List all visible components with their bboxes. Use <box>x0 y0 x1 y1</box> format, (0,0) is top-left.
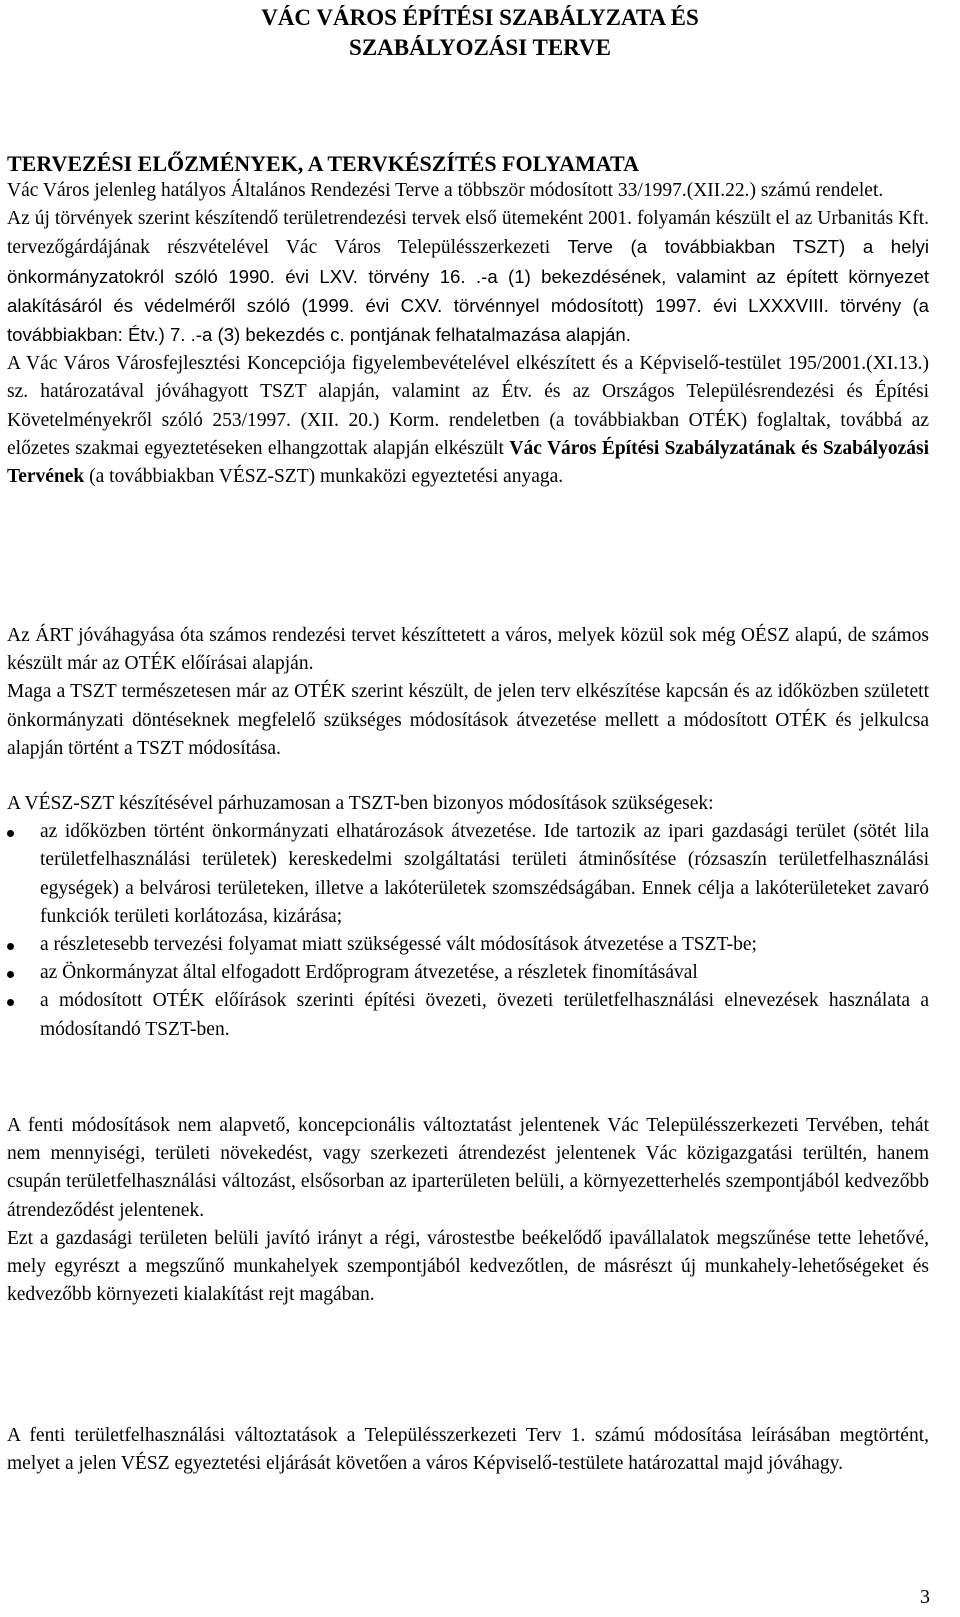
intro-paragraph-3 <box>7 350 929 491</box>
list-item <box>7 818 929 931</box>
plan-title-emphasis: Vác Város Építési Szabályzatának és Szabályozási Tervének <box>7 437 930 488</box>
intro-paragraph-3-part-1: A Vác Város Városfejlesztési Koncepciója figyelembevételével elkészített és a Képviselő-testület 195/2001.(XI.13.) sz. határozatával jóváhagyott TSZT alapján, valamint az Étv. és az Országos Településrendezési és Építési Követelményekről szóló 253/1997. (XII. 20.) Korm. rendeletben (a továbbiakban OTÉK) foglaltak, továbbá az előzetes szakmai egyeztetéseken elhangzottak alapján elkészült <box>7 353 929 459</box>
history-paragraph-2: Maga a TSZT természetesen már az OTÉK szerint készült, de jelen terv elkészítése kapcsán és az időközben született önkormányzati döntéseknek megfelelő szükséges módosítások átvezetése mellett a módosított OTÉK és jelkulcsa alapján történt a TSZT módosítása. <box>7 681 929 759</box>
list-item-text: az Önkormányzat által elfogadott Erdőprogram átvezetése, a részletek finomításával <box>40 962 698 984</box>
bullet-icon <box>7 943 14 950</box>
rationale-paragraph-2: Ezt a gazdasági területen belüli javító irányt a régi, várostestbe beékelődő ipavállalatok megszűnése tette lehetővé, mely egyrészt a megszűnő munkahelyek szempontjából kedvezőtlen, de másrészt új munkahely-lehetőségeket és kedvezőbb környezeti kialakítást rejt magában. <box>7 1227 929 1306</box>
rationale-block <box>7 1112 929 1309</box>
intro-paragraph-3-part-2: (a továbbiakban VÉSZ-SZT) munkaközi egyeztetési anyaga. <box>89 466 564 488</box>
running-header-line-2: SZABÁLYOZÁSI TERVE <box>349 35 611 60</box>
modifications-block <box>7 790 929 1044</box>
modifications-intro: A VÉSZ-SZT készítésével párhuzamosan a TSZT-ben bizonyos módosítások szükségesek: <box>7 793 714 814</box>
rationale-paragraph-1: A fenti módosítások nem alapvető, koncepcionális változtatást jelentenek Vác Településszerkezeti Tervében, tehát nem mennyiségi, területi növekedést, vagy szerkezeti átrendezést jelentenek Vác közigazgatási terültén, hanem csupán területfelhasználási változást, elsősorban az iparterületen belüli, a környezetterhelés szempontjából kedvezőbb átrendeződést jelentenek. <box>7 1115 929 1221</box>
running-header <box>0 3 960 63</box>
intro-paragraph-1: Vác Város jelenleg hatályos Általános Rendezési Terve a többször módosított 33/1997.(XII.22.) számú rendelet. <box>7 180 884 201</box>
closing-block <box>7 1422 929 1478</box>
bullet-icon <box>7 971 14 978</box>
list-item <box>7 931 929 959</box>
intro-paragraph-2 <box>7 205 929 350</box>
intro-paragraph-2-part-2: Terve (a továbbiakban TSZT) a helyi önkormányzatokról szóló 1990. évi LXV. törvény 16. .-a (1) bekezdésének, valamint az épített környezet alakításáról és védelméről szóló (1999. évi CXV. törvénnyel módosított) 1997. évi LXXXVIII. törvény (a továbbiakban: Étv.) 7. .-a (3) bekezdés c. pontjának felhatalmazása alapján. <box>7 236 930 346</box>
list-item <box>7 959 929 987</box>
list-item-text: a részletesebb tervezési folyamat miatt szükségessé vált módosítások átvezetése a TSZT-be; <box>40 934 757 956</box>
list-item <box>7 987 929 1043</box>
history-block <box>7 622 929 763</box>
list-item-text: a módosított OTÉK előírások szerinti építési övezeti, övezeti területfelhasználási elnevezések használata a módosítandó TSZT-ben. <box>40 990 929 1040</box>
list-item-text: az időközben történt önkormányzati elhatározások átvezetése. Ide tartozik az ipari gazdasági terület (sötét lila területfelhasználási területek) kereskedelmi szolgáltatási területi átminősítése (rózsaszín területfelhasználási egységek) a belvárosi területeken, illetve a lakóterületek szomszédságában. Ennek célja a lakóterületeket zavaró funkciók területi korlátozása, kizárása; <box>40 821 929 927</box>
bullet-icon <box>7 999 14 1006</box>
bullet-icon <box>7 830 14 837</box>
history-paragraph-1: Az ÁRT jóváhagyása óta számos rendezési tervet készíttetett a város, melyek közül sok még OÉSZ alapú, de számos készült már az OTÉK előírásai alapján. <box>7 625 929 675</box>
page-number: 3 <box>920 1586 930 1608</box>
closing-paragraph: A fenti területfelhasználási változtatások a Településszerkezeti Terv 1. számú módosítása leírásában megtörtént, melyet a jelen VÉSZ egyeztetési eljárását követően a város Képviselő-testülete határozattal majd jóváhagy. <box>7 1425 929 1475</box>
intro-block <box>7 177 929 491</box>
modifications-list <box>7 818 929 1044</box>
section-title: TERVEZÉSI ELŐZMÉNYEK, A TERVKÉSZÍTÉS FOLYAMATA <box>7 151 639 176</box>
running-header-line-1: VÁC VÁROS ÉPÍTÉSI SZABÁLYZATA ÉS <box>261 5 699 30</box>
intro-paragraph-2-part-1: Az új törvények szerint készítendő területrendezési tervek első ütemeként 2001. folyamán készült el az Urbanitás Kft. tervezőgárdájának részvételével Vác Város Településszerkezeti <box>7 208 929 259</box>
